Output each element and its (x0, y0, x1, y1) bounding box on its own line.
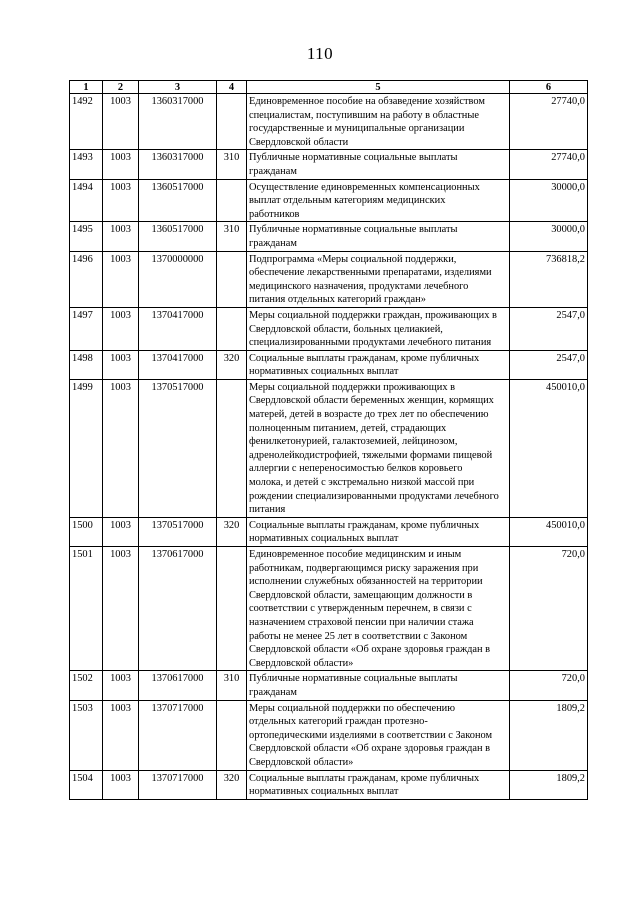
description-line: нормативных социальных выплат (249, 786, 399, 798)
description-cell (247, 770, 510, 799)
amount-cell: 2547,0 (510, 307, 588, 350)
expense-type-cell: 320 (217, 517, 247, 546)
target-article-cell: 1370617000 (139, 547, 217, 671)
amount-cell: 720,0 (510, 547, 588, 671)
description-line: Свердловской области» (249, 657, 354, 669)
description-line: специализированными продуктами лечебного питания (249, 337, 492, 349)
expense-type-cell: 320 (217, 770, 247, 799)
column-header-5: 5 (247, 81, 510, 94)
description-line: выплат отдельным категориям медицинских (249, 195, 446, 207)
description-line: гражданам (249, 165, 297, 177)
description-line: аллергии с непереносимостью белков коровьего (249, 463, 463, 475)
description-line: Социальные выплаты гражданам, кроме публичных (249, 519, 480, 531)
description-line: гражданам (249, 237, 297, 249)
section-code-cell: 1003 (103, 350, 139, 379)
description-line: исполнении служебных обязанностей на территории (249, 576, 483, 588)
description-line: адренолейкодистрофией, тяжелыми формами пищевой (249, 449, 493, 461)
description-line: медицинского назначения, продуктами лечебного (249, 280, 469, 292)
expense-type-cell (217, 547, 247, 671)
description-line: ортопедическими изделиями в соответствии с Законом (249, 729, 493, 741)
description-cell (247, 222, 510, 251)
row-number-cell: 1497 (70, 307, 103, 350)
section-code-cell: 1003 (103, 150, 139, 179)
table-row (70, 770, 588, 799)
description-line: отдельных категорий граждан протезно- (249, 716, 428, 728)
target-article-cell: 1370617000 (139, 671, 217, 700)
table-row (70, 379, 588, 517)
row-number-cell: 1496 (70, 251, 103, 307)
description-line: Публичные нормативные социальные выплаты (249, 152, 458, 164)
description-line: Публичные нормативные социальные выплаты (249, 673, 458, 685)
budget-table (69, 80, 588, 800)
row-number-cell: 1501 (70, 547, 103, 671)
description-line: Единовременное пособие медицинским и иным (249, 549, 462, 560)
description-line: Свердловской области (249, 136, 349, 148)
table-row (70, 517, 588, 546)
column-header-6: 6 (510, 81, 588, 94)
amount-cell: 736818,2 (510, 251, 588, 307)
expense-type-cell (217, 307, 247, 350)
expense-type-cell (217, 700, 247, 770)
description-line: Свердловской области «Об охране здоровья граждан в (249, 644, 491, 656)
expense-type-cell: 310 (217, 150, 247, 179)
description-line: Свердловской области, замещающим должности в (249, 589, 473, 601)
row-number-cell: 1503 (70, 700, 103, 770)
target-article-cell: 1360517000 (139, 222, 217, 251)
section-code-cell: 1003 (103, 547, 139, 671)
expense-type-cell (217, 94, 247, 150)
table-row (70, 307, 588, 350)
table-row (70, 700, 588, 770)
table-body (70, 94, 588, 800)
description-line: работы не менее 25 лет в соответствии с Законом (249, 630, 468, 642)
description-line: нормативных социальных выплат (249, 533, 399, 545)
description-line: матерей, детей в возрасте до трех лет по обеспечению (249, 409, 489, 421)
description-cell (247, 547, 510, 671)
description-line: Меры социальной поддержки по обеспечению (249, 702, 455, 714)
description-line: Осуществление единовременных компенсационных (249, 181, 480, 193)
description-line: Свердловской области» (249, 756, 354, 768)
description-line: соответствии с утвержденным перечнем, в связи с (249, 603, 472, 615)
expense-type-cell: 320 (217, 350, 247, 379)
description-line: Социальные выплаты гражданам, кроме публичных (249, 352, 480, 364)
description-line: рождении специализированными продуктами лечебного (249, 490, 499, 502)
description-line: Свердловской области «Об охране здоровья граждан в (249, 743, 491, 755)
description-line: специалистам, поступившим на работу в областные (249, 109, 479, 121)
target-article-cell: 1370517000 (139, 517, 217, 546)
row-number-cell: 1500 (70, 517, 103, 546)
section-code-cell: 1003 (103, 700, 139, 770)
description-line: питания (249, 504, 286, 516)
description-line: питания отдельных категорий граждан» (249, 294, 426, 306)
amount-cell: 1809,2 (510, 770, 588, 799)
table-row (70, 547, 588, 671)
amount-cell: 30000,0 (510, 179, 588, 222)
table-row (70, 350, 588, 379)
section-code-cell: 1003 (103, 671, 139, 700)
expense-type-cell (217, 379, 247, 517)
amount-cell: 1809,2 (510, 700, 588, 770)
description-line: нормативных социальных выплат (249, 366, 399, 378)
section-code-cell: 1003 (103, 379, 139, 517)
target-article-cell: 1370517000 (139, 379, 217, 517)
description-line: Меры социальной поддержки проживающих в (249, 381, 456, 393)
column-header-1: 1 (70, 81, 103, 94)
table-row (70, 94, 588, 150)
description-line: Свердловской области, больных целиакией, (249, 323, 443, 335)
section-code-cell: 1003 (103, 251, 139, 307)
description-line: гражданам (249, 686, 297, 698)
amount-cell: 2547,0 (510, 350, 588, 379)
table-row (70, 222, 588, 251)
amount-cell: 27740,0 (510, 150, 588, 179)
target-article-cell: 1370717000 (139, 700, 217, 770)
row-number-cell: 1498 (70, 350, 103, 379)
description-line: государственные и муниципальные организации (249, 123, 465, 135)
description-line: Меры социальной поддержки граждан, проживающих в (249, 309, 497, 321)
table-header (70, 81, 588, 94)
target-article-cell: 1370717000 (139, 770, 217, 799)
description-line: фенилкетонурией, галактоземией, лейцинозом, (249, 436, 458, 448)
description-cell (247, 307, 510, 350)
row-number-cell: 1493 (70, 150, 103, 179)
description-cell (247, 94, 510, 150)
target-article-cell: 1370417000 (139, 307, 217, 350)
description-line: Социальные выплаты гражданам, кроме публичных (249, 772, 480, 784)
expense-type-cell: 310 (217, 671, 247, 700)
row-number-cell: 1492 (70, 94, 103, 150)
amount-cell: 450010,0 (510, 379, 588, 517)
description-cell (247, 150, 510, 179)
row-number-cell: 1494 (70, 179, 103, 222)
description-line: Публичные нормативные социальные выплаты (249, 224, 458, 236)
amount-cell: 27740,0 (510, 94, 588, 150)
description-line: полноценным питанием, детей, страдающих (249, 422, 447, 434)
section-code-cell: 1003 (103, 94, 139, 150)
description-line: Подпрограмма «Меры социальной поддержки, (249, 253, 457, 265)
row-number-cell: 1504 (70, 770, 103, 799)
amount-cell: 450010,0 (510, 517, 588, 546)
description-cell (247, 179, 510, 222)
table-row (70, 150, 588, 179)
row-number-cell: 1499 (70, 379, 103, 517)
section-code-cell: 1003 (103, 307, 139, 350)
description-line: работникам, подвергающимся риску заражения при (249, 562, 479, 574)
description-line: Свердловской области беременных женщин, кормящих (249, 395, 494, 407)
table-row (70, 671, 588, 700)
description-line: работников (249, 208, 300, 220)
target-article-cell: 1360317000 (139, 94, 217, 150)
amount-cell: 30000,0 (510, 222, 588, 251)
description-cell (247, 517, 510, 546)
description-line: Единовременное пособие на обзаведение хозяйством (249, 96, 485, 107)
description-line: назначением страховой пенсии при наличии стажа (249, 616, 474, 628)
description-cell (247, 671, 510, 700)
description-cell (247, 251, 510, 307)
table-row (70, 251, 588, 307)
description-cell (247, 379, 510, 517)
table-row (70, 179, 588, 222)
description-cell (247, 700, 510, 770)
column-header-3: 3 (139, 81, 217, 94)
section-code-cell: 1003 (103, 179, 139, 222)
target-article-cell: 1360517000 (139, 179, 217, 222)
section-code-cell: 1003 (103, 770, 139, 799)
expense-type-cell: 310 (217, 222, 247, 251)
header-row (70, 81, 588, 94)
row-number-cell: 1495 (70, 222, 103, 251)
target-article-cell: 1370000000 (139, 251, 217, 307)
row-number-cell: 1502 (70, 671, 103, 700)
target-article-cell: 1360317000 (139, 150, 217, 179)
page-number: 110 (306, 44, 334, 63)
description-cell (247, 350, 510, 379)
section-code-cell: 1003 (103, 517, 139, 546)
description-line: молока, и детей с экстремально низкой массой при (249, 477, 475, 489)
section-code-cell: 1003 (103, 222, 139, 251)
expense-type-cell (217, 251, 247, 307)
column-header-2: 2 (103, 81, 139, 94)
expense-type-cell (217, 179, 247, 222)
description-line: обеспечение лекарственными препаратами, изделиями (249, 267, 492, 279)
column-header-4: 4 (217, 81, 247, 94)
amount-cell: 720,0 (510, 671, 588, 700)
target-article-cell: 1370417000 (139, 350, 217, 379)
